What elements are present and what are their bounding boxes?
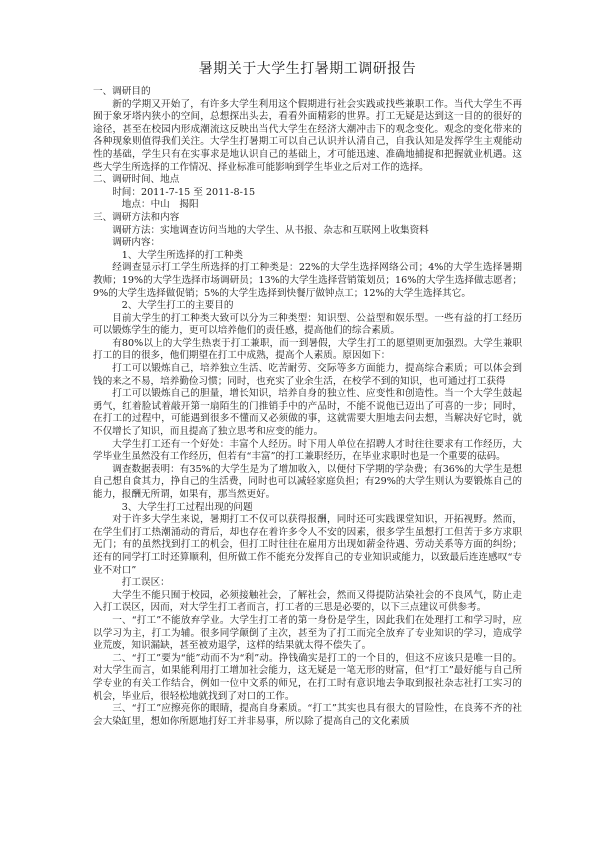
paragraph-advice-2: 二、“打工”要为“能”动而不为“利”动。挣钱确实是打工的一个目的，但这不应该只是唯一目的。对大学生而言，如果能利用打工增加社会能力，这无疑是一笔无形的财富，但“打工”最好能与自己所学专业的有关工作结合，例如一位中文系的师兄，在打工时有意识地去争取到报社杂志社打工实习的机会，毕业后，很轻松地就找到了对口的工作。 [93, 652, 522, 702]
paragraph-job-purpose-5: 大学生打工还有一个好处：丰富个人经历。时下用人单位在招聘人才时往往要求有工作经历，大学毕业生虽然没有工作经历，但若有“丰富”的打工兼职经历，在毕业求职时也是一个重要的砝码。 [93, 438, 522, 463]
paragraph-job-problems-1: 对于许多大学生来说，暑期打工不仅可以获得报酬，同时还可实践课堂知识，开拓视野。然而，在学生们打工热潮涌动的背后，却也存在着许多令人不安的因素，很多学生虽想打工但苦于多方求职无门；有的虽然找到打工的机会，但打工时往往在雇用方出现如薪金待遇、劳动关系等方面的纠纷；还有的同学打工时还算顺利，但所做工作不能充分发挥自己的专业知识或能力，以致最后连连感叹“专业不对口” [93, 514, 522, 576]
label-job-misconceptions: 打工误区： [121, 577, 170, 589]
research-place: 地点：中山 揭阳 [121, 199, 199, 211]
paragraph-purpose: 新的学期又开始了，有许多大学生利用这个假期进行社会实践或找些兼职工作。当代大学生不再囿于象牙塔内狭小的空间，总想探出头去，看看外面精彩的世界。打工无疑是达到这一目的的很好的途径，甚至在校园内形成潮流这反映出当代大学生在经济大潮冲击下的观念变化。观念的变化带来的各种现象则值得我们关注。大学生打暑期工可以自己认识并认清自己，自我认知是发挥学生主观能动性的基础，学生只有在实事求是地认识自己的基础上，才可能迅速、准确地捕捉和把握就业机遇。这些大学生所选择的工作情况、择业标准可能影响到学生毕业之后对工作的选择。 [93, 98, 522, 173]
paragraph-job-purpose-2: 有80%以上的大学生热衷于打工兼职，而一到暑假，大学生打工的愿望则更加强烈。大学生兼职打工的目的很多，他们期望在打工中成熟，提高个人素质。原因如下： [93, 337, 522, 362]
subheading-job-purpose: 2、大学生打工的主要目的 [121, 300, 234, 312]
paragraph-job-purpose-4: 打工可以锻炼自己的胆量，增长知识，培养自身的独立性、应变性和创造性。当一个大学生鼓起勇气，红着脸试着敲开第一扇陌生的门推销手中的产品时，不能不说他已迈出了可喜的一步；同时，在打工的过程中，可能遇到很多不懂而又必须做的事，这就需要大胆地去问去想，当解决好它时，就不仅增长了知识，而且提高了独立思考和应变的能力。 [93, 388, 522, 438]
paragraph-job-problems-2: 大学生不能只囿于校园，必须接触社会，了解社会，然而又得提防沾染社会的不良风气，防止走入打工误区，因而，对大学生打工者而言，打工者的三思是必要的，以下三点建议可供参考。 [93, 589, 522, 614]
research-time: 时间：2011-7-15 至 2011-8-15 [112, 186, 256, 198]
paragraph-advice-1: 一、“打工”不能放弃学业。大学生打工者的第一身份是学生，因此我们在处理打工和学习时，应以学习为主，打工为辅。很多同学颠倒了主次，甚至为了打工而完全放弃了专业知识的学习，造成学业荒废，知识漏缺，甚至被劝退学，这样的结果就太得不偿失了。 [93, 614, 522, 652]
document-title: 暑期关于大学生打暑期工调研报告 [198, 61, 417, 77]
subheading-job-types: 1、大学生所选择的打工种类 [121, 249, 244, 261]
research-method: 调研方法：实地调查访问当地的大学生、从书报、杂志和互联网上收集资料 [112, 224, 429, 236]
paragraph-job-types: 经调查显示打工学生所选择的打工种类是：22%的大学生选择网络公司；4%的大学生选择暑期教师；19%的大学生选择市场调研员；13%的大学生选择营销策划员；16%的大学生选择做志愿者；9%的大学生选择做促销；5%的大学生选择到快餐厅做钟点工；12%的大学生选择其它。 [93, 262, 522, 299]
section-heading-time-place: 二、调研时间、地点 [93, 174, 180, 186]
paragraph-job-purpose-1: 目前大学生的打工种类大致可以分为三种类型：知识型、公益型和娱乐型。一些有益的打工经历可以锻炼学生的能力，更可以培养他们的责任感，提高他们的综合素质。 [93, 312, 522, 337]
section-heading-purpose: 一、调研目的 [93, 86, 151, 97]
paragraph-job-purpose-3: 打工可以锻炼自己，培养独立生活、吃苦耐劳、交际等多方面能力，提高综合素质；可以体会到钱的来之不易，培养勤俭习惯；同时，也充实了业余生活，在校学不到的知识，也可通过打工获得 [93, 363, 522, 387]
research-content-label: 调研内容： [112, 237, 161, 249]
section-heading-method: 三、调研方法和内容 [93, 211, 180, 223]
paragraph-advice-3: 三、“打工”应擦亮你的眼睛，提高自身素质。“打工”其实也具有很大的冒险性，在良莠不齐的社会大染缸里，想如你所愿地打好工并非易事，所以除了提高自己的文化素质 [93, 703, 522, 727]
subheading-job-problems: 3、大学生打工过程出现的问题 [121, 501, 253, 513]
paragraph-job-purpose-6: 调查数据表明：有35%的大学生是为了增加收入，以便付下学期的学杂费；有36%的大学生是想自己想自食其力，挣自己的生活费，同时也可以减轻家庭负担；有29%的大学生则认为要锻炼自己的能力，报酬无所谓，如果有，那当然更好。 [93, 463, 522, 500]
